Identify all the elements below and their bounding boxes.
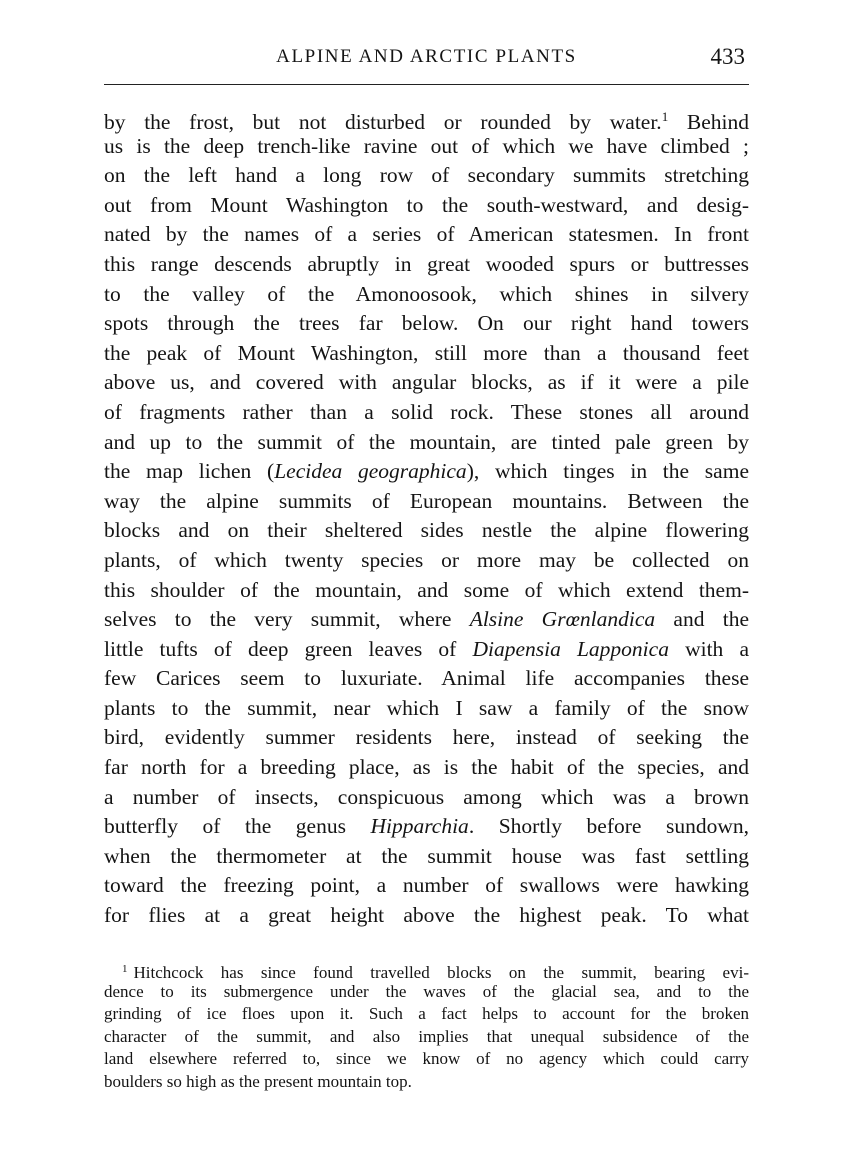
body-line: bird, evidently summer residents here, instead of seeking the [104,725,749,750]
body-line: way the alpine summits of European mountains. Between the [104,488,749,513]
body-line: selves to the very summit, where Alsine Grœnlandica and the [104,607,749,632]
footnote-line: dence to its submergence under the waves of the glacial sea, and to the [104,981,749,1001]
body-line: for flies at a great height above the highest peak. To what [104,903,749,928]
body-line: toward the freezing point, a number of swallows were hawking [104,873,749,898]
body-line: far north for a breeding place, as is the habit of the species, and [104,755,749,780]
body-line: the peak of Mount Washington, still more than a thousand feet [104,340,749,365]
footnote-line: character of the summit, and also implies that unequal subsidence of the [104,1026,749,1046]
body-line: a number of insects, conspicuous among which was a brown [104,784,749,809]
body-line: plants to the summit, near which I saw a family of the snow [104,695,749,720]
body-line: when the thermometer at the summit house was fast settling [104,843,749,868]
footnote-line: $^1$ Hitchcock has since found travelled blocks on the summit, bearing evi- [122,963,749,982]
body-text [104,102,749,931]
body-line: little tufts of deep green leaves of Diapensia Lapponica with a [104,636,749,661]
footnote-line: land elsewhere referred to, since we know of no agency which could carry [104,1049,749,1069]
body-line: this range descends abruptly in great wooded spurs or buttresses [104,251,749,276]
body-line: by the frost, but not disturbed or rounded by water.$^1$ Behind [104,109,750,135]
body-line: of fragments rather than a solid rock. These stones all around [104,399,749,424]
body-line: and up to the summit of the mountain, are tinted pale green by [104,429,749,454]
page-number: 433 [710,44,745,69]
body-line: butterfly of the genus Hipparchia. Shortly before sundown, [104,814,749,839]
footnote [104,958,749,1094]
body-line: to the valley of the Amonoosook, which shines in silvery [104,281,749,306]
body-line: above us, and covered with angular blocks, as if it were a pile [104,370,749,395]
page-header [104,38,749,78]
italic-term: Diapensia Lapponica [472,636,669,661]
body-line: spots through the trees far below. On our right hand towers [104,311,749,336]
italic-term: Alsine Grœnlandica [469,607,656,632]
header-rule [104,84,749,85]
footnote-line: boulders so high as the present mountain top. [104,1071,412,1091]
italic-term: Lecidea geographica [274,459,467,484]
body-line: out from Mount Washington to the south-westward, and desig- [104,192,749,217]
body-line: this shoulder of the mountain, and some of which extend them- [104,577,749,602]
body-line: the map lichen (Lecidea geographica), which tinges in the same [104,459,749,484]
body-line: few Carices seem to luxuriate. Animal life accompanies these [104,666,749,691]
body-line: plants, of which twenty species or more may be collected on [104,547,749,572]
footnote-reference: 1 [661,109,669,124]
body-line: us is the deep trench-like ravine out of which we have climbed ; [104,133,749,158]
italic-term: Hipparchia [370,814,469,839]
running-title: ALPINE AND ARCTIC PLANTS [276,46,577,67]
footnote-marker: 1 [122,963,128,975]
footnote-line: grinding of ice floes upon it. Such a fact helps to account for the broken [104,1004,749,1024]
body-line: on the left hand a long row of secondary summits stretching [104,163,749,188]
body-line: nated by the names of a series of American statesmen. In front [104,222,749,247]
body-line: blocks and on their sheltered sides nestle the alpine flowering [104,518,749,543]
